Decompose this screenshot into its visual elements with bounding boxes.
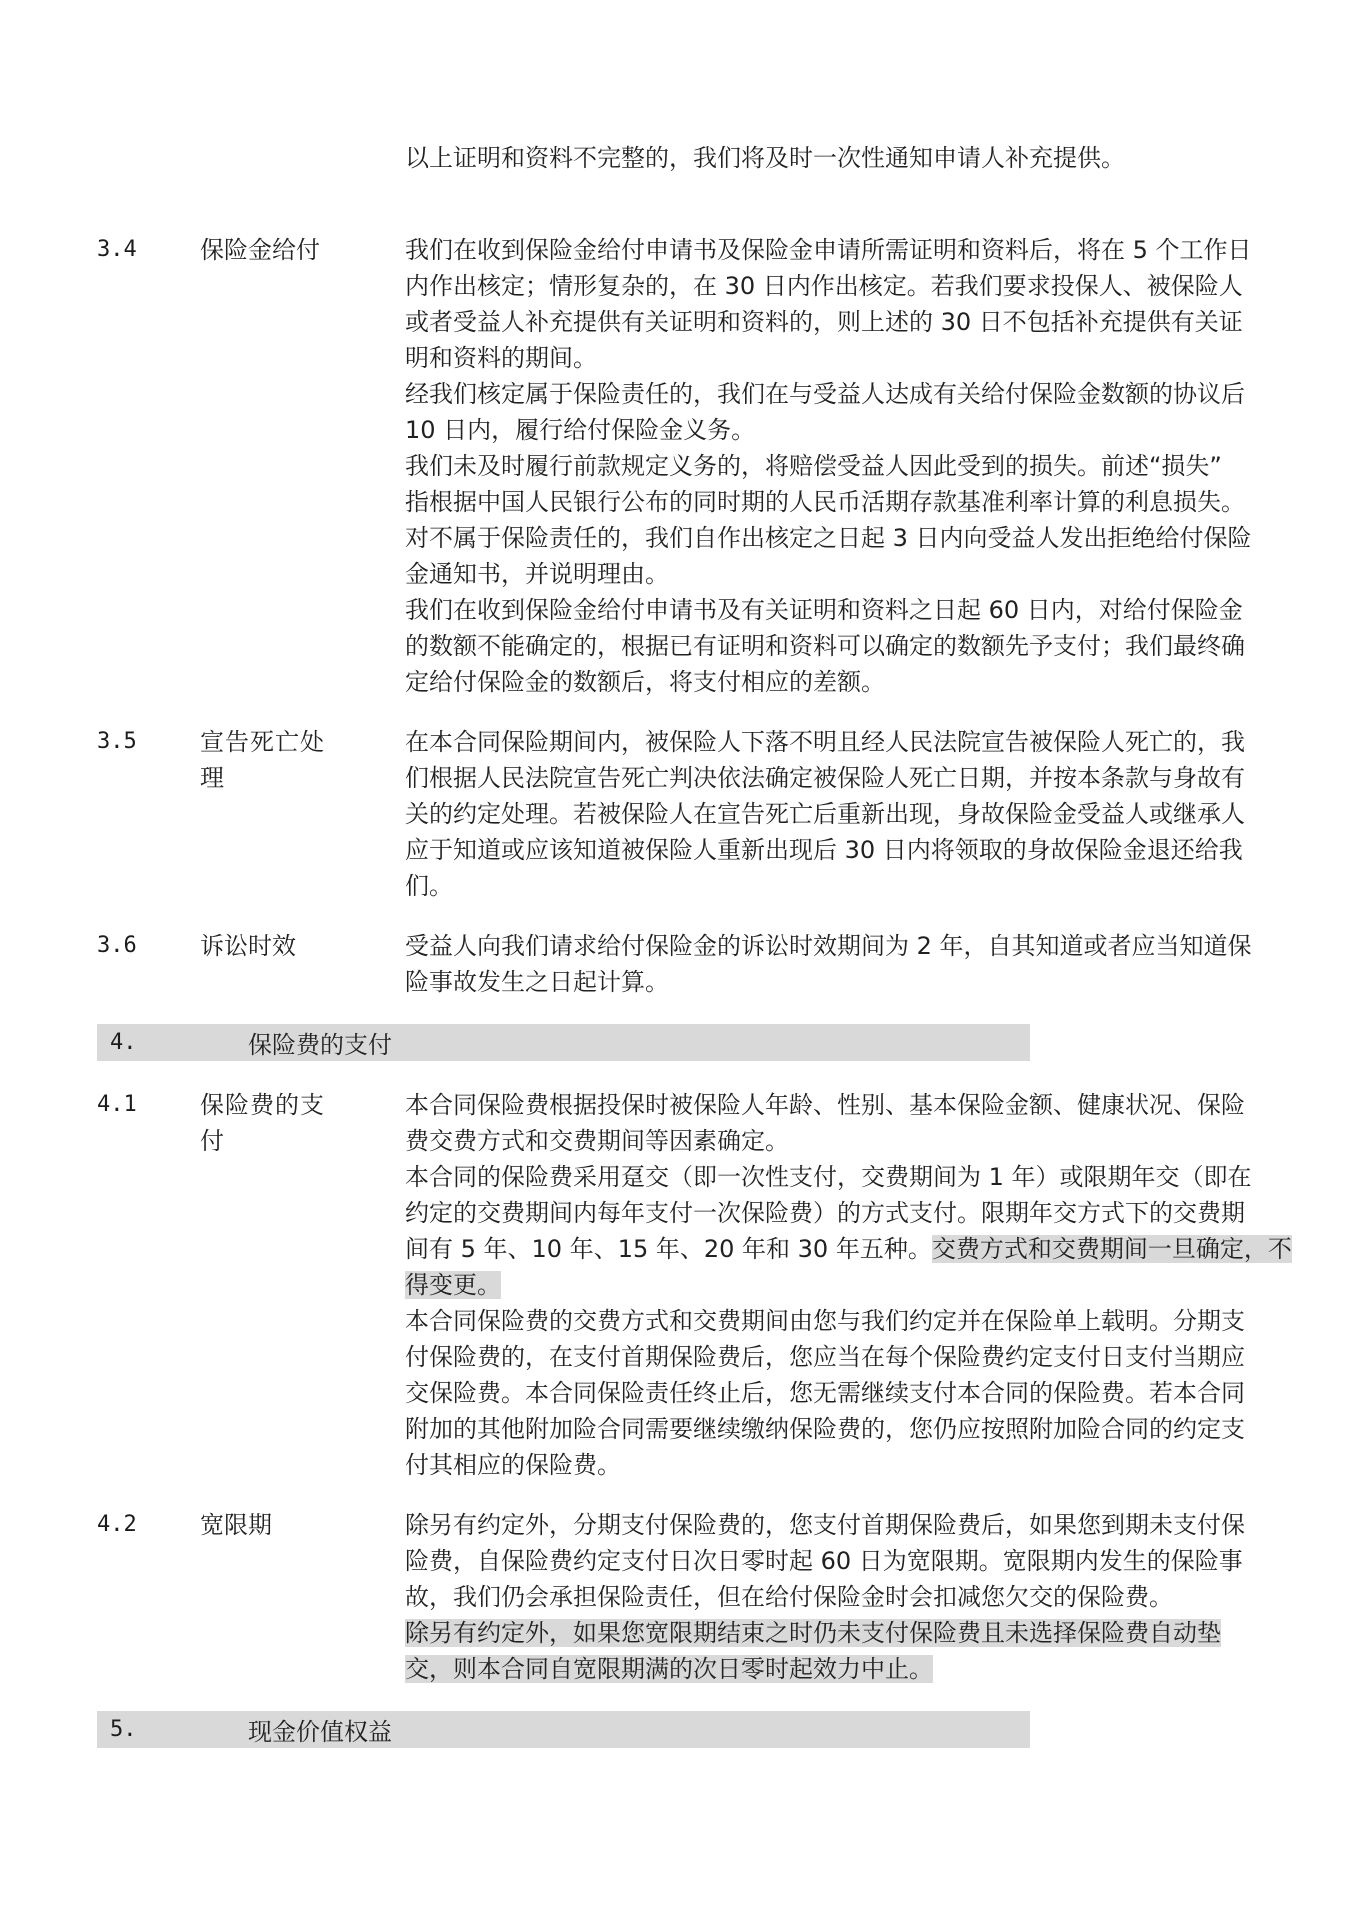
body-text: 我们在收到保险金给付申请书及保险金申请所需证明和资料后，将在 5 个工作日 [405, 236, 1252, 264]
body-line [405, 1411, 1366, 1447]
body-line [405, 556, 1366, 592]
body-text: 约定的交费期间内每年支付一次保险费）的方式支付。限期年交方式下的交费期 [405, 1199, 1245, 1227]
clause-term [200, 232, 405, 268]
clause-term [200, 724, 405, 796]
clause-block [97, 1087, 1366, 1483]
clause-term-text: 宣告死亡处理 [200, 728, 324, 792]
body-text: 我们在收到保险金给付申请书及有关证明和资料之日起 60 日内，对给付保险金 [405, 596, 1243, 624]
section-header [97, 1711, 1030, 1748]
body-text: 险事故发生之日起计算。 [405, 968, 669, 996]
body-text: 们根据人民法院宣告死亡判决依法确定被保险人死亡日期，并按本条款与身故有 [405, 764, 1245, 792]
body-line [405, 1123, 1366, 1159]
clause-row [97, 1087, 1366, 1483]
body-text: 以上证明和资料不完整的，我们将及时一次性通知申请人补充提供。 [405, 144, 1125, 172]
body-line [405, 1087, 1366, 1123]
body-text: 应于知道或应该知道被保险人重新出现后 30 日内将领取的身故保险金退还给我 [405, 836, 1243, 864]
body-line [405, 1267, 1366, 1303]
clause-row [97, 928, 1366, 1000]
clause-term-text: 诉讼时效 [200, 932, 296, 960]
body-text: 们。 [405, 872, 453, 900]
clause-body [405, 1507, 1366, 1687]
clause-body [405, 1087, 1366, 1483]
body-text: 指根据中国人民银行公布的同时期的人民币活期存款基准利率计算的利息损失。 [405, 488, 1245, 516]
body-line [405, 1339, 1366, 1375]
body-line [405, 140, 1366, 176]
clause-body [405, 928, 1366, 1000]
clause-body [405, 140, 1366, 176]
body-text: 险费，自保险费约定支付日次日零时起 60 日为宽限期。宽限期内发生的保险事 [405, 1547, 1243, 1575]
clause-row [97, 724, 1366, 904]
body-line [405, 304, 1366, 340]
body-text: 金通知书，并说明理由。 [405, 560, 669, 588]
body-text: 本合同的保险费采用趸交（即一次性支付，交费期间为 1 年）或限期年交（即在 [405, 1163, 1252, 1191]
body-line [405, 832, 1366, 868]
body-line [405, 1507, 1366, 1543]
clause-block [97, 140, 1366, 176]
clause-term [200, 1507, 405, 1543]
body-line [405, 1615, 1366, 1651]
body-text: 的数额不能确定的，根据已有证明和资料可以确定的数额先予支付；我们最终确 [405, 632, 1245, 660]
body-text: 本合同保险费根据投保时被保险人年龄、性别、基本保险金额、健康状况、保险 [405, 1091, 1245, 1119]
body-line [405, 868, 1366, 904]
highlighted-text: 交费方式和交费期间一旦确定，不 [931, 1235, 1292, 1263]
highlighted-text: 交，则本合同自宽限期满的次日零时起效力中止。 [405, 1655, 933, 1683]
body-line [405, 964, 1366, 1000]
body-line [405, 412, 1366, 448]
clause-block [97, 1507, 1366, 1687]
clause-block [97, 928, 1366, 1000]
clause-term-text: 保险费的支付 [200, 1091, 324, 1155]
clause-term [200, 928, 405, 964]
body-line [405, 232, 1366, 268]
clause-row [97, 1507, 1366, 1687]
body-text: 关的约定处理。若被保险人在宣告死亡后重新出现，身故保险金受益人或继承人 [405, 800, 1245, 828]
body-line [405, 796, 1366, 832]
section-header-title: 保险费的支付 [248, 1031, 392, 1059]
body-text: 故，我们仍会承担保险责任，但在给付保险金时会扣减您欠交的保险费。 [405, 1583, 1173, 1611]
clause-number: 4.2 [97, 1512, 137, 1537]
body-text: 受益人向我们请求给付保险金的诉讼时效期间为 2 年，自其知道或者应当知道保 [405, 932, 1252, 960]
body-text: 定给付保险金的数额后，将支付相应的差额。 [405, 668, 885, 696]
body-text: 10 日内，履行给付保险金义务。 [405, 416, 756, 444]
body-text: 我们未及时履行前款规定义务的，将赔偿受益人因此受到的损失。前述“损失” [405, 452, 1222, 480]
body-line [405, 760, 1366, 796]
body-line [405, 268, 1366, 304]
body-line [405, 448, 1366, 484]
clause-number: 3.5 [97, 729, 137, 754]
body-line [405, 1159, 1366, 1195]
body-line [405, 928, 1366, 964]
body-text: 除另有约定外，分期支付保险费的，您支付首期保险费后，如果您到期未支付保 [405, 1511, 1245, 1539]
body-text: 内作出核定；情形复杂的，在 30 日内作出核定。若我们要求投保人、被保险人 [405, 272, 1243, 300]
clause-number: 3.4 [97, 237, 137, 262]
body-line [405, 1651, 1366, 1687]
body-line [405, 1231, 1366, 1267]
body-line [405, 340, 1366, 376]
body-line [405, 1447, 1366, 1483]
body-text: 间有 5 年、10 年、15 年、20 年和 30 年五种。 [405, 1235, 932, 1263]
section-header-number: 5. [110, 1717, 137, 1742]
body-line [405, 1195, 1366, 1231]
body-text: 付保险费的，在支付首期保险费后，您应当在每个保险费约定支付日支付当期应 [405, 1343, 1245, 1371]
clause-block [97, 724, 1366, 904]
body-line [405, 664, 1366, 700]
highlighted-text: 得变更。 [405, 1271, 501, 1299]
document-body [97, 140, 1366, 1748]
clause-row [97, 232, 1366, 700]
highlighted-text: 除另有约定外，如果您宽限期结束之时仍未支付保险费且未选择保险费自动垫 [405, 1619, 1221, 1647]
section-header-title: 现金价值权益 [248, 1718, 392, 1746]
body-text: 经我们核定属于保险责任的，我们在与受益人达成有关给付保险金数额的协议后 [405, 380, 1245, 408]
clause-row [97, 140, 1366, 176]
body-text: 本合同保险费的交费方式和交费期间由您与我们约定并在保险单上载明。分期支 [405, 1307, 1245, 1335]
body-text: 对不属于保险责任的，我们自作出核定之日起 3 日内向受益人发出拒绝给付保险 [405, 524, 1252, 552]
body-text: 附加的其他附加险合同需要继续缴纳保险费的，您仍应按照附加险合同的约定支 [405, 1415, 1245, 1443]
section-header-number: 4. [110, 1030, 137, 1055]
body-line [405, 1375, 1366, 1411]
body-line [405, 520, 1366, 556]
clause-number: 3.6 [97, 933, 137, 958]
clause-term [200, 1087, 405, 1159]
body-line [405, 724, 1366, 760]
section-header [97, 1024, 1030, 1061]
body-line [405, 1579, 1366, 1615]
body-text: 付其相应的保险费。 [405, 1451, 621, 1479]
clause-term-text: 宽限期 [200, 1511, 272, 1539]
body-line [405, 484, 1366, 520]
clause-body [405, 232, 1366, 700]
body-text: 明和资料的期间。 [405, 344, 597, 372]
body-line [405, 376, 1366, 412]
body-text: 费交费方式和交费期间等因素确定。 [405, 1127, 789, 1155]
body-line [405, 592, 1366, 628]
body-line [405, 1543, 1366, 1579]
body-text: 或者受益人补充提供有关证明和资料的，则上述的 30 日不包括补充提供有关证 [405, 308, 1243, 336]
body-line [405, 1303, 1366, 1339]
body-text: 交保险费。本合同保险责任终止后，您无需继续支付本合同的保险费。若本合同 [405, 1379, 1245, 1407]
clause-term-text: 保险金给付 [200, 236, 320, 264]
clause-block [97, 232, 1366, 700]
clause-number: 4.1 [97, 1092, 137, 1117]
clause-body [405, 724, 1366, 904]
body-line [405, 628, 1366, 664]
body-text: 在本合同保险期间内，被保险人下落不明且经人民法院宣告被保险人死亡的，我 [405, 728, 1245, 756]
